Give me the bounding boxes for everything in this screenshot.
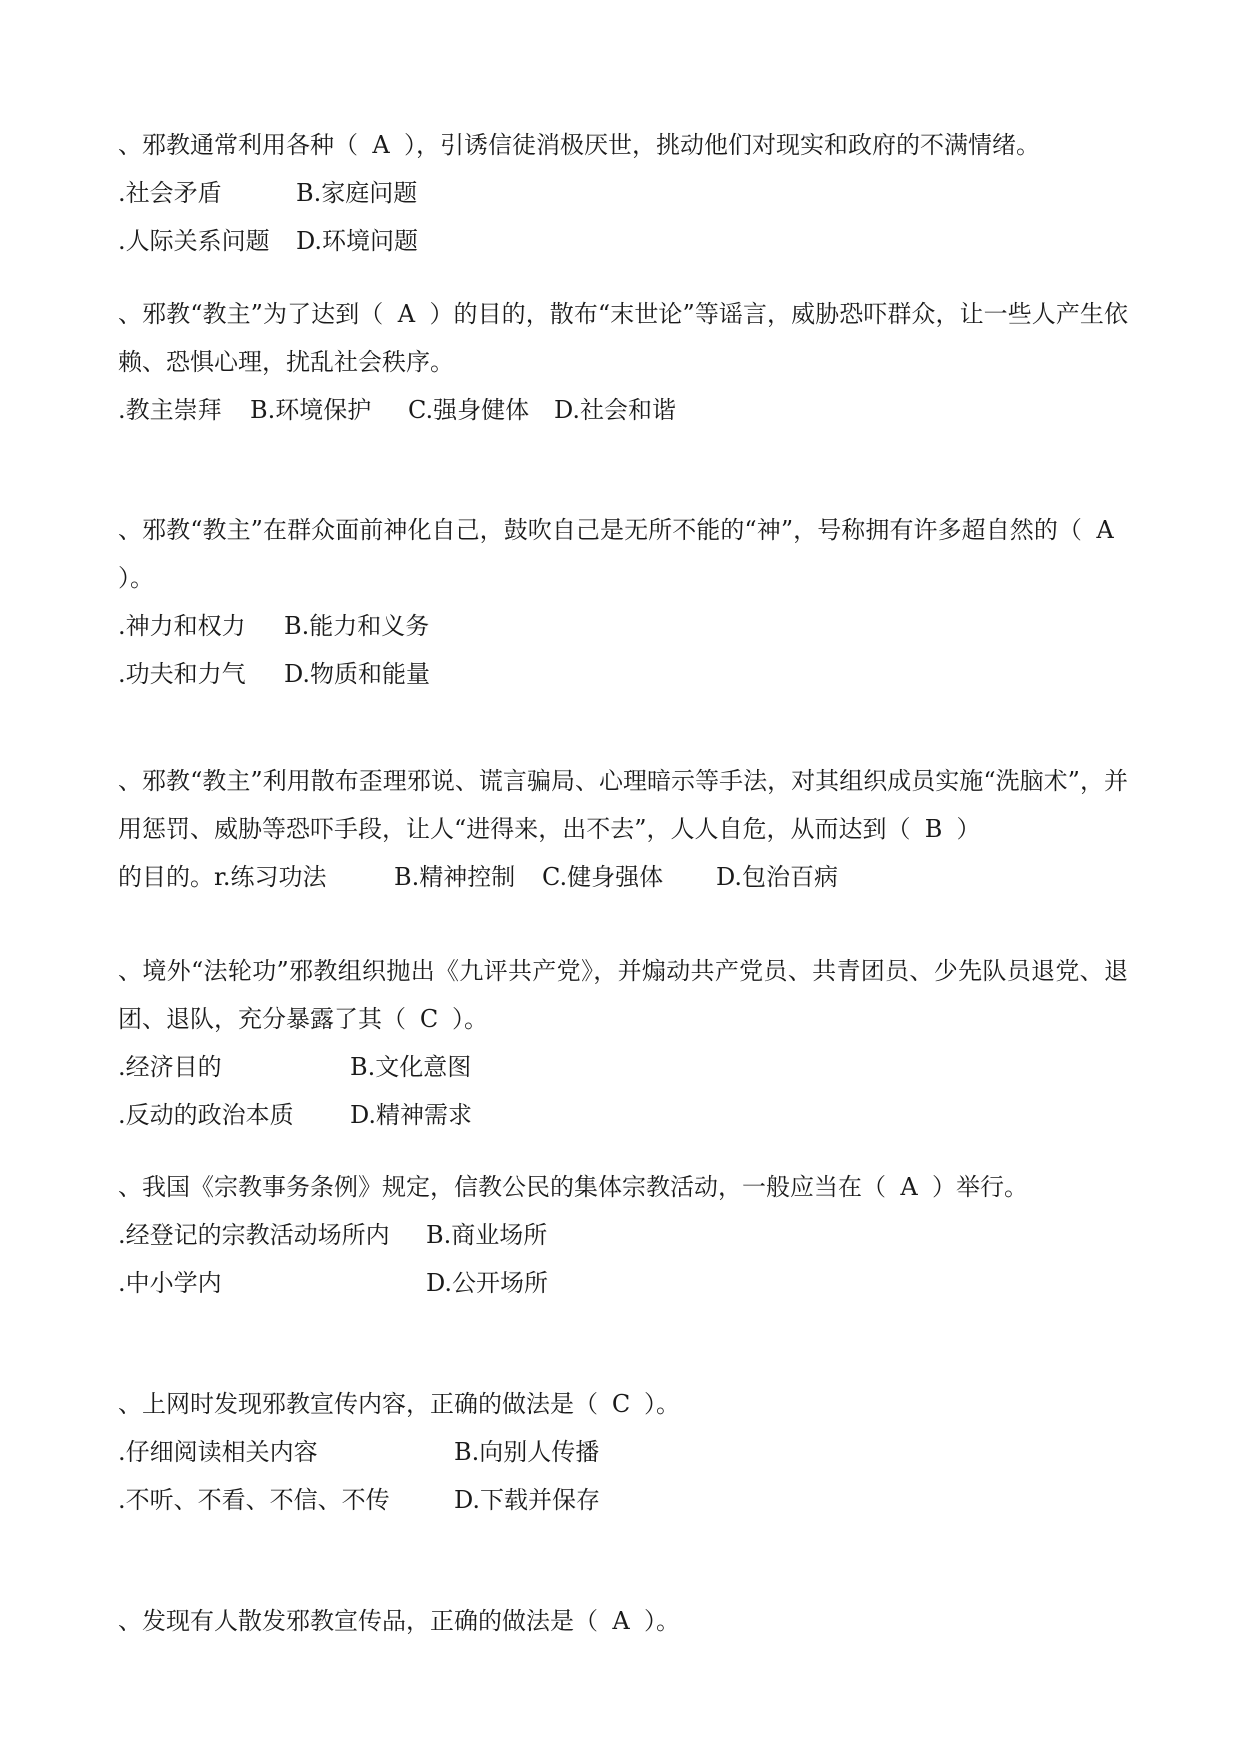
answer-letter: C [419, 1005, 439, 1033]
question-stem-end: ）。 [644, 1390, 680, 1418]
option-c: C.健身强体 [542, 863, 664, 891]
question-text [118, 290, 1128, 386]
question-6 [118, 1163, 1128, 1307]
option-row [118, 1476, 1128, 1524]
option-b: B.精神控制 [394, 863, 516, 891]
option-b: B.向别人传播 [454, 1438, 600, 1466]
option-row [118, 602, 1128, 650]
question-stem-end: ）。 [452, 1005, 488, 1033]
question-text [118, 1380, 1128, 1428]
question-1 [118, 121, 1128, 265]
option-row [118, 169, 1128, 217]
option-d: D.物质和能量 [284, 660, 431, 688]
answer-letter: A [1096, 516, 1114, 544]
option-a: .仔细阅读相关内容 [118, 1438, 318, 1466]
option-d: D.包治百病 [716, 863, 839, 891]
question-4 [118, 757, 1128, 901]
question-stem-end: ）。 [118, 564, 154, 592]
answer-letter: A [900, 1173, 918, 1201]
option-row [118, 650, 1128, 698]
question-stem: 、邪教“教主”为了达到（ [118, 300, 384, 328]
option-d: D.社会和谐 [554, 396, 677, 424]
question-2 [118, 290, 1128, 434]
answer-letter: B [924, 815, 943, 843]
option-b: B.能力和义务 [284, 612, 430, 640]
question-7 [118, 1380, 1128, 1524]
option-b: B.家庭问题 [296, 179, 418, 207]
option-a: .神力和权力 [118, 612, 246, 640]
option-c: .功夫和力气 [118, 660, 246, 688]
answer-letter: A [397, 300, 416, 328]
option-row [118, 1091, 1128, 1139]
option-b: B.文化意图 [350, 1053, 472, 1081]
option-c: .不听、不看、不信、不传 [118, 1486, 390, 1514]
question-text [118, 757, 1128, 853]
option-c: .人际关系问题 [118, 227, 270, 255]
question-stem: 、邪教通常利用各种（ [118, 131, 358, 159]
option-row [118, 1428, 1128, 1476]
option-d: D.下载并保存 [454, 1486, 601, 1514]
question-stem-end: ）。 [644, 1607, 680, 1635]
option-b: B.商业场所 [426, 1221, 548, 1249]
answer-letter: A [612, 1607, 630, 1635]
option-row [118, 386, 1128, 434]
question-stem: 、发现有人散发邪教宣传品，正确的做法是（ [118, 1607, 598, 1635]
option-row [118, 853, 1128, 901]
option-row [118, 1259, 1128, 1307]
question-stem: 、境外“法轮功”邪教组织抛出《九评共产党》，并煽动共产党员、共青团员、少先队员退党、退团、退队，充分暴露了其（ [118, 957, 1128, 1033]
option-c: .反动的政治本质 [118, 1101, 294, 1129]
question-stem: 、邪教“教主”利用散布歪理邪说、谎言骗局、心理暗示等手法，对其组织成员实施“洗脑术”，并用惩罚、威胁等恐吓手段，让人“进得来，出不去”，人人自危，从而达到（ [118, 767, 1128, 843]
question-3 [118, 506, 1128, 698]
option-a: 的目的。r.练习功法 [118, 863, 327, 891]
question-stem: 、邪教“教主”在群众面前神化自己，鼓吹自己是无所不能的“神”，号称拥有许多超自然的（ [118, 516, 1082, 544]
question-text [118, 1163, 1128, 1211]
option-row [118, 217, 1128, 265]
question-stem: 、我国《宗教事务条例》规定，信教公民的集体宗教活动，一般应当在（ [118, 1173, 886, 1201]
answer-letter: C [611, 1390, 631, 1418]
answer-letter: A [372, 131, 390, 159]
option-row [118, 1211, 1128, 1259]
question-stem: 、上网时发现邪教宣传内容，正确的做法是（ [118, 1390, 598, 1418]
question-stem-end: ），引诱信徒消极厌世，挑动他们对现实和政府的不满情绪。 [404, 131, 1040, 159]
question-stem-end: ） [956, 815, 981, 843]
question-8 [118, 1597, 1128, 1645]
option-a: .经济目的 [118, 1053, 222, 1081]
option-d: D.环境问题 [296, 227, 419, 255]
question-stem-end: ）的目的，散布“末世论”等谣言，威胁恐吓群众，让一些人产生依赖、恐惧心理，扰乱社会秩序。 [118, 300, 1128, 376]
question-5 [118, 947, 1128, 1139]
question-text [118, 506, 1128, 602]
option-d: D.公开场所 [426, 1269, 549, 1297]
option-a: .社会矛盾 [118, 179, 222, 207]
option-c: C.强身健体 [408, 396, 530, 424]
option-row [118, 1043, 1128, 1091]
question-stem-end: ）举行。 [932, 1173, 1028, 1201]
option-a: .教主崇拜 [118, 396, 222, 424]
option-c: .中小学内 [118, 1269, 222, 1297]
option-d: D.精神需求 [350, 1101, 473, 1129]
option-a: .经登记的宗教活动场所内 [118, 1221, 390, 1249]
question-text [118, 1597, 1128, 1645]
question-text [118, 947, 1128, 1043]
option-b: B.环境保护 [250, 396, 372, 424]
question-text [118, 121, 1128, 169]
